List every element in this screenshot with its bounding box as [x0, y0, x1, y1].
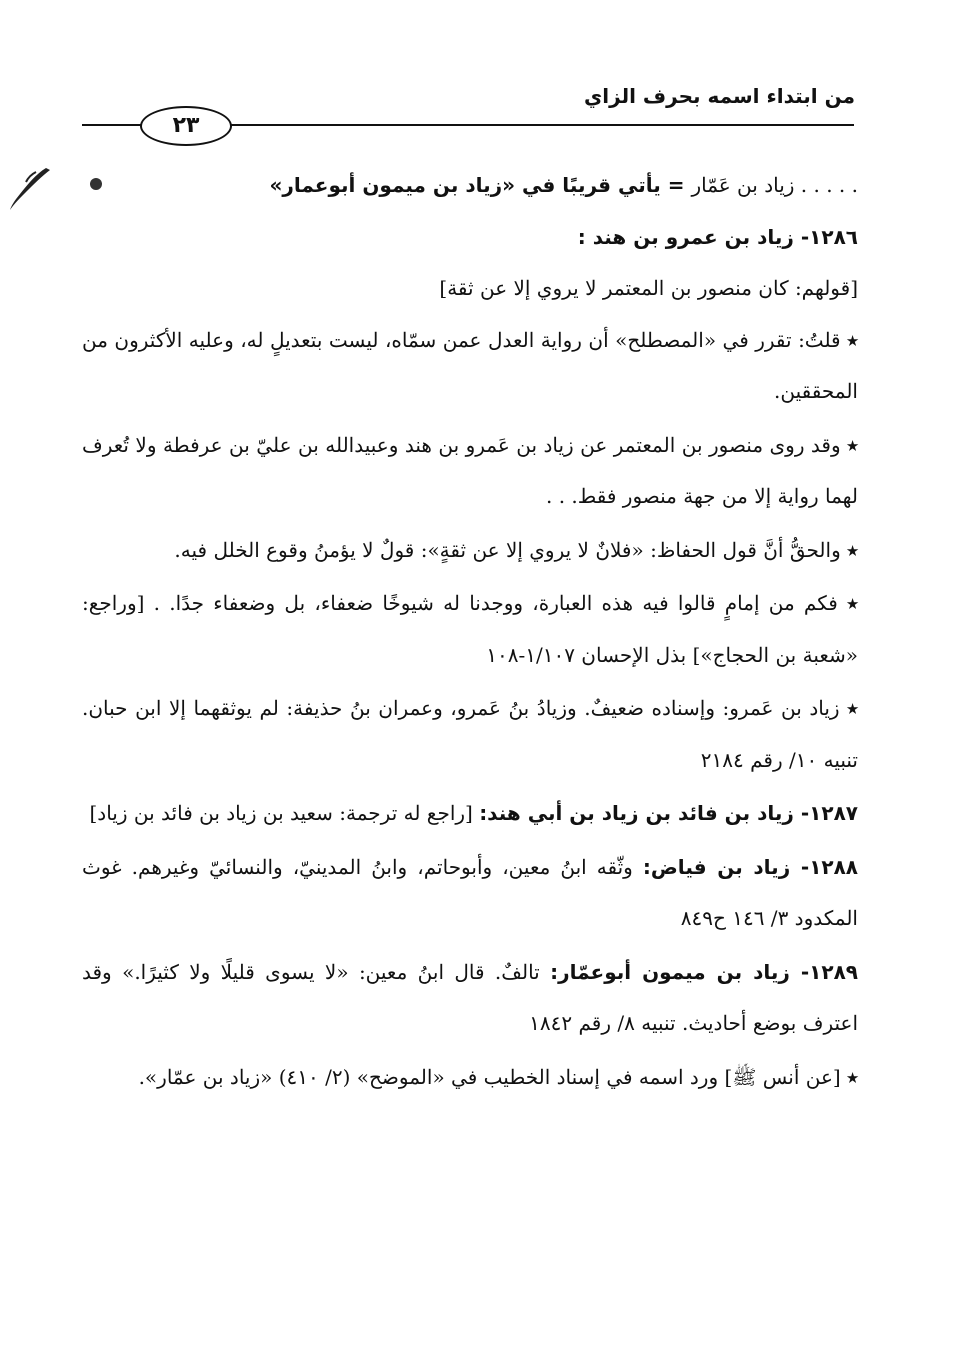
- entry-heading-1287: ١٢٨٧- زياد بن فائد بن زياد بن أبي هند:: [479, 801, 858, 825]
- note-text: فكم من إمامٍ قالوا فيه هذه العبارة، ووجدنا له شيوخًا ضعفاء، بل وضعفاء جدًا. . [وراجع: «شعبة بن الحجاج»] بذل الإحسان ١/١٠٧-١٠٨: [82, 591, 858, 667]
- entry-quote-1286: [قولهم: كان منصور بن المعتمر لا يروي إلا عن ثقة]: [439, 276, 858, 300]
- entry-1288: [82, 842, 858, 945]
- cross-reference: [82, 160, 858, 212]
- entry-heading-1288: ١٢٨٨- زياد بن فياض:: [642, 854, 859, 879]
- bullet-icon: ٭: [847, 591, 858, 615]
- entry-text-1289: تالفٌ. قال ابنُ معين: «لا يسوى قليلًا ولا كثيرًا.» وقد اعترف بوضع أحاديث. تنبيه ٨/ رقم ١٨٤٢: [82, 959, 858, 1035]
- entry-1289: [82, 947, 858, 1050]
- page-body: [82, 160, 858, 1103]
- entry-heading-1286: ١٢٨٦- زياد بن عمرو بن هند :: [577, 224, 858, 249]
- cross-reference-name: زياد بن عَمّار: [691, 173, 795, 197]
- bullet-icon: ٭: [847, 696, 858, 720]
- bullet-icon: ٭: [847, 537, 858, 562]
- page-number: ٢٣: [140, 106, 232, 146]
- note-text: وقد روى منصور بن المعتمر عن زياد بن عَمرو بن هند وعبيدالله بن عليّ بن عرفطة ولا تُعرف لهما رواية إلا من جهة منصور فقط. . .: [82, 432, 858, 508]
- entry-1287: [82, 788, 858, 840]
- note-text: والحقُّ أنَّ قول الحفاظ: «فلانٌ لا يروي إلا عن ثقةٍ»: قولٌ لا يؤمنُ وقوع الخلل فيه.: [174, 537, 841, 562]
- cross-reference-text: = يأتي قريبًا في «زياد بن ميمون أبوعمار»: [269, 173, 692, 197]
- note-paragraph: [82, 683, 858, 786]
- entry-text-1287: [راجع له ترجمة: سعيد بن زياد بن فائد بن زياد]: [89, 801, 480, 825]
- note-paragraph: [82, 315, 858, 418]
- note-text: قلتُ: تقرر في «المصطلح» أن رواية العدل عمن سمّاه، ليست بتعديلٍ له، وعليه الأكثرون من المحققين.: [82, 327, 858, 403]
- note-text: زياد بن عَمرو: وإسناده ضعيفٌ. وزيادُ بنُ عَمرو، وعمران بنُ حذيفة: لم يوثقهما إلا ابن حبان. تنبيه ١٠/ رقم ٢١٨٤: [82, 696, 858, 772]
- bullet-icon: ٭: [847, 327, 858, 352]
- entry-text-1288: وثّقه ابنُ معين، وأبوحاتم، وابنُ المدينيّ، والنسائيّ وغيرهم. غوث المكدود ٣/ ١٤٦ ح٨٤٩: [82, 854, 858, 930]
- note-text: [عن أنس ﷺ] ورد اسمه في إسناد الخطيب في «الموضح» (٢/ ٤١٠) «زياد بن عمّار».: [138, 1064, 841, 1089]
- bullet-icon: ٭: [847, 1064, 858, 1089]
- running-title: من ابتداء اسمه بحرف الزاي: [583, 84, 855, 108]
- note-paragraph: [82, 578, 858, 681]
- cross-reference-dots: . . . . .: [800, 173, 858, 197]
- margin-pen-mark-icon: [6, 164, 52, 212]
- note-paragraph: [82, 1052, 858, 1104]
- entry-heading-1289: ١٢٨٩- زياد بن ميمون أبوعمّار:: [550, 959, 858, 984]
- note-paragraph: [82, 420, 858, 523]
- note-paragraph: [82, 525, 858, 577]
- bullet-icon: ٭: [847, 432, 858, 457]
